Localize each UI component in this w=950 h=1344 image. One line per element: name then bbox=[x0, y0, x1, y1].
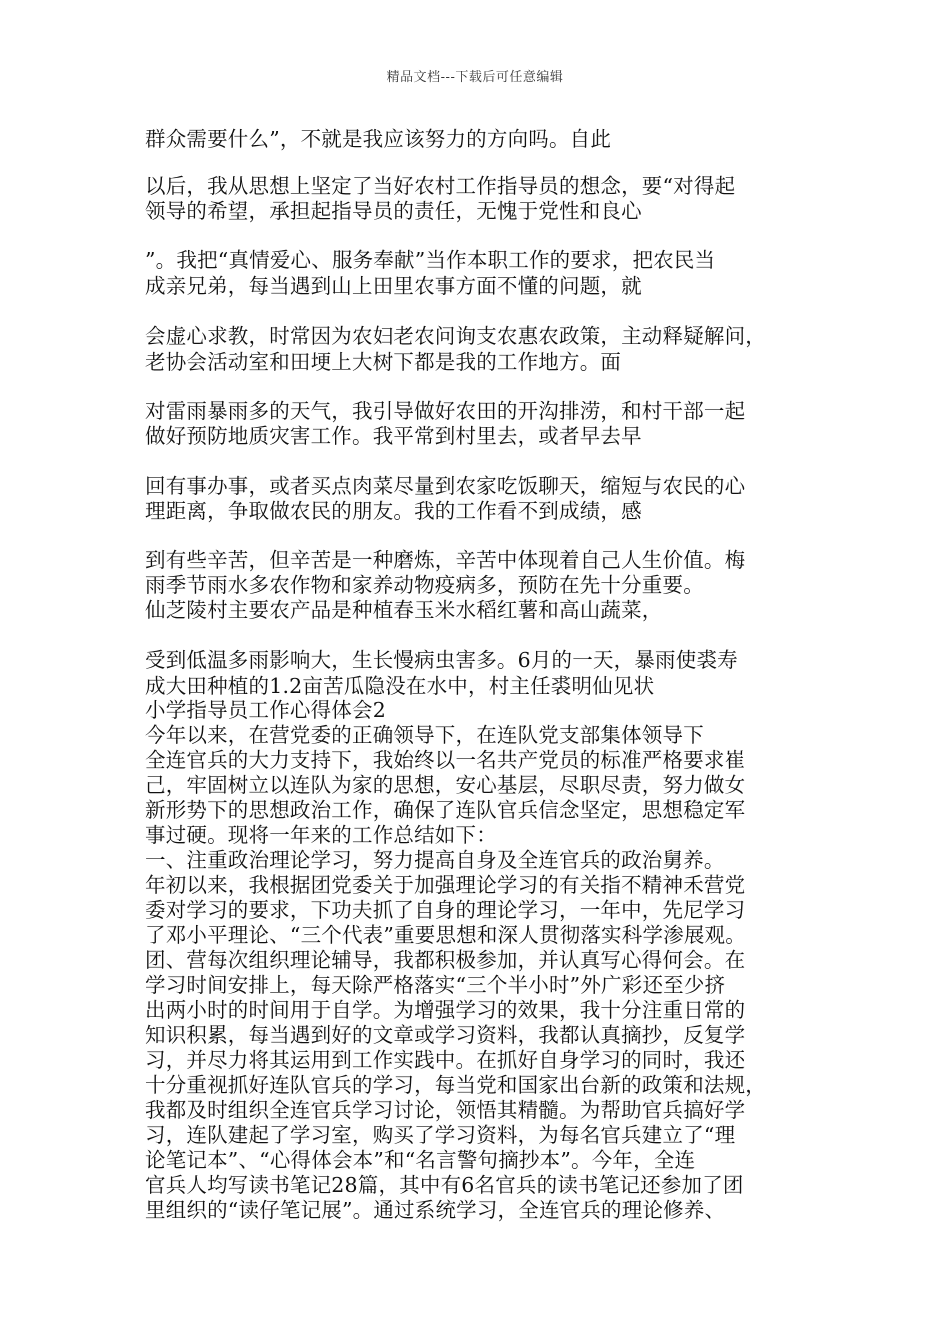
text-line: 己，牢固树立以连队为家的思想，安心基层，尽职尽责，努力做女 bbox=[145, 773, 746, 797]
text-line: 领导的希望，承担起指导员的责任，无愧于党性和良心 bbox=[145, 199, 642, 223]
text-line: 委对学习的要求，下功夫抓了自身的理论学习，一年中，先尼学习 bbox=[145, 898, 746, 922]
text-line: 了邓小平理论、“三个代表”重要思想和深人贯彻落实科学渗展观。 bbox=[145, 923, 746, 947]
text-line: 学习时间安排上，每天除严格落实“三个半小时”外广彩还至少挤 bbox=[145, 973, 726, 997]
text-line: 一、注重政治理论学习，努力提高自身及全连官兵的政治舅养。 bbox=[145, 848, 725, 872]
text-line: ”。我把“真情爱心、服务奉献”当作本职工作的要求，把农民当 bbox=[145, 248, 716, 272]
text-line: 论笔记本”、“心得体会本”和“名言警句摘抄本”。今年，全连 bbox=[145, 1148, 696, 1172]
text-line: 官兵人均写读书笔记28篇，其中有6名官兵的读书笔记还参加了团 bbox=[145, 1173, 744, 1197]
text-line: 事过硬。现将一年来的工作总结如下： bbox=[145, 823, 497, 847]
text-line: 成亲兄弟，每当遇到山上田里农事方面不懂的问题，就 bbox=[145, 274, 642, 298]
text-line: 习，连队建起了学习室，购买了学习资料，为每名官兵建立了“理 bbox=[145, 1123, 736, 1147]
text-line: 对雷雨暴雨多的天气，我引导做好农田的开沟排涝，和村干部一起 bbox=[145, 399, 746, 423]
section-heading: 小学指导员工作心得体会2 bbox=[145, 698, 386, 722]
text-line: 团、营每次组织理论辅导，我都积极参加，并认真写心得何会。在 bbox=[145, 948, 746, 972]
text-line: 老协会活动室和田埂上大树下都是我的工作地方。面 bbox=[145, 350, 622, 374]
text-line: 里组织的“读仔笔记展”。通过系统学习，全连官兵的理论修养、 bbox=[145, 1198, 726, 1222]
text-line: 理距离，争取做农民的朋友。我的工作看不到成绩，感 bbox=[145, 499, 642, 523]
text-line: 知识积累，每当遇到好的文章或学习资料，我都认真摘抄，反复学 bbox=[145, 1023, 746, 1047]
text-line: 以后，我从思想上坚定了当好农村工作指导员的想念，要“对得起 bbox=[145, 174, 736, 198]
text-line: 做好预防地质灾害工作。我平常到村里去，或者早去早 bbox=[145, 424, 642, 448]
text-line: 仙芝陵村主要农产品是种植春玉米水稻红薯和高山蔬菜， bbox=[145, 598, 663, 622]
text-line: 十分重视抓好连队官兵的学习，每当党和国家出台新的政策和法规， bbox=[145, 1073, 766, 1097]
text-line: 新形势下的思想政治工作，确保了连队官兵信念坚定，思想稳定军 bbox=[145, 798, 746, 822]
text-line: 全连官兵的大力支持下，我始终以一名共产党员的标准严格要求崔 bbox=[145, 748, 746, 772]
text-line: 年初以来，我根据团党委关于加强理论学习的有关指不精神禾营党 bbox=[145, 873, 746, 897]
text-line: 习，并尽力将其运用到工作实践中。在抓好自身学习的同时，我还 bbox=[145, 1048, 746, 1072]
text-line: 雨季节雨水多农作物和家养动物疫病多，预防在先十分重要。 bbox=[145, 573, 704, 597]
text-line: 我都及时组织全连官兵学习讨论，领悟其精髓。为帮助官兵搞好学 bbox=[145, 1098, 746, 1122]
text-line: 到有些辛苦，但辛苦是一种磨炼，辛苦中体现着自己人生价值。梅 bbox=[145, 548, 746, 572]
text-line: 受到低温多雨影响大，生长慢病虫害多。6月的一天，暴雨使裘寿 bbox=[145, 648, 738, 672]
text-line: 回有事办事，或者买点肉菜尽量到农家吃饭聊天，缩短与农民的心 bbox=[145, 474, 746, 498]
text-line: 出两小时的时间用于自学。为增强学习的效果，我十分注重日常的 bbox=[145, 998, 746, 1022]
text-line: 成大田种植的1.2亩苦瓜隐没在水中，村主任裘明仙见状 bbox=[145, 674, 655, 698]
text-line: 群众需要什么”，不就是我应该努力的方向吗。自此 bbox=[145, 127, 612, 151]
text-line: 今年以来，在营党委的正确领导下，在连队党支部集体领导下 bbox=[145, 723, 704, 747]
header-note: 精品文档---下载后可任意编辑 bbox=[386, 70, 564, 85]
text-line: 会虚心求教，时常因为农妇老农问询支农惠农政策，主动释疑解问， bbox=[145, 324, 766, 348]
